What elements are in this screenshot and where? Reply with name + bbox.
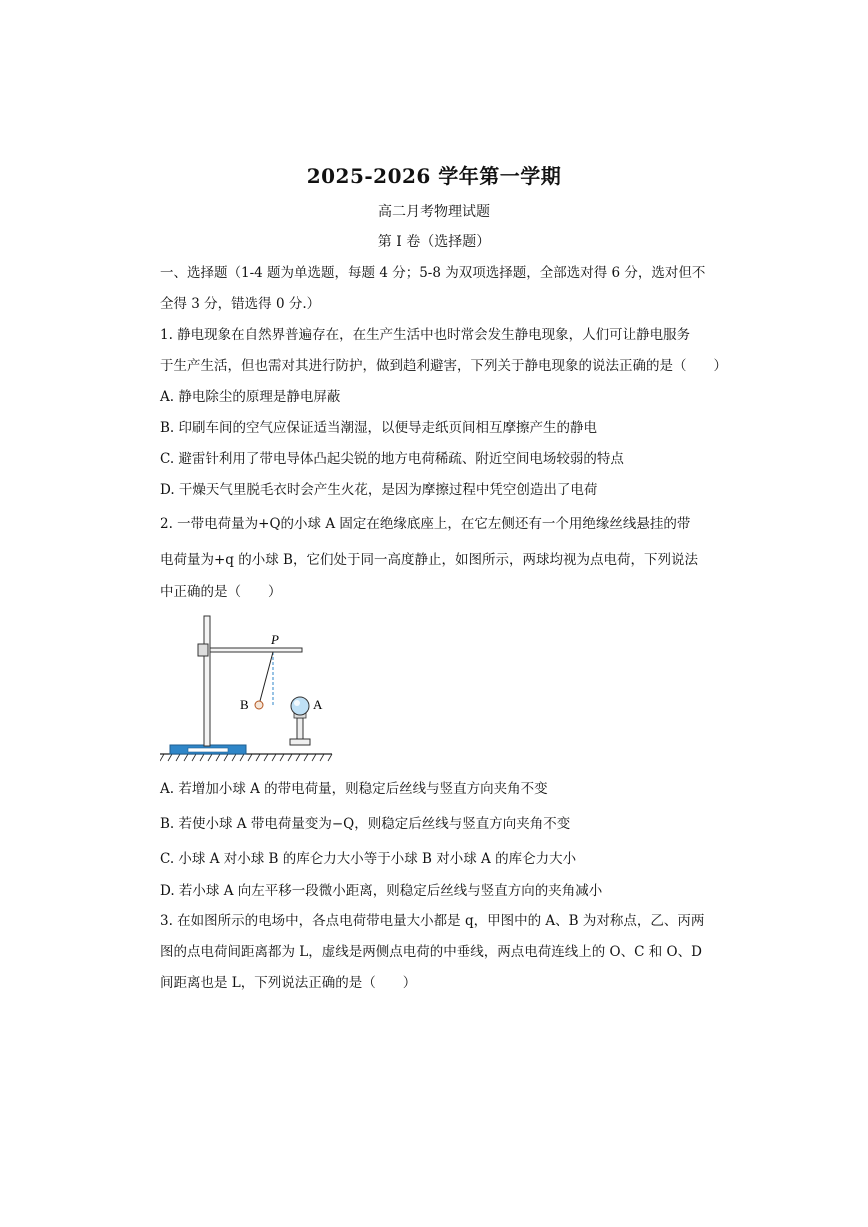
q1-option-a: A. 静电除尘的原理是静电屏蔽 bbox=[160, 389, 341, 405]
volume-heading: 第 I 卷（选择题） bbox=[377, 234, 491, 250]
label-b: B bbox=[240, 697, 249, 712]
q2-option-b: B. 若使小球 A 带电荷量变为−Q，则稳定后丝线与竖直方向夹角不变 bbox=[160, 816, 571, 832]
q1-stem-line2: 于生产生活，但也需对其进行防护，做到趋利避害，下列关于静电现象的说法正确的是（ ） bbox=[160, 358, 727, 374]
label-p: P bbox=[271, 632, 279, 647]
label-a: A bbox=[313, 697, 323, 712]
q2-option-a: A. 若增加小球 A 的带电荷量，则稳定后丝线与竖直方向夹角不变 bbox=[160, 781, 548, 797]
ball-a bbox=[291, 697, 309, 715]
ball-b bbox=[255, 701, 263, 709]
stand-arm bbox=[210, 648, 302, 652]
q1-option-b: B. 印刷车间的空气应保证适当潮湿，以便导走纸页间相互摩擦产生的静电 bbox=[160, 420, 598, 436]
q2-option-c: C. 小球 A 对小球 B 的库仑力大小等于小球 B 对小球 A 的库仑力大小 bbox=[160, 851, 577, 867]
section-instructions-line1: 一、选择题（1-4 题为单选题，每题 4 分；5-8 为双项选择题，全部选对得 6 分，选对但不 bbox=[160, 265, 706, 281]
stand-pole bbox=[204, 616, 210, 746]
silk-thread bbox=[260, 652, 273, 701]
q3-stem-line1: 3. 在如图所示的电场中，各点电荷带电量大小都是 q，甲图中的 A、B 为对称点，乙、丙两 bbox=[160, 913, 705, 929]
q2-stem-line1: 2. 一带电荷量为+Q的小球 A 固定在绝缘底座上，在它左侧还有一个用绝缘丝线悬挂的带 bbox=[160, 516, 691, 532]
pendulum-figure bbox=[160, 612, 340, 767]
q2-stem-line2: 电荷量为+q 的小球 B，它们处于同一高度静止，如图所示，两球均视为点电荷，下列说法 bbox=[160, 552, 698, 568]
page-subtitle: 高二月考物理试题 bbox=[378, 204, 490, 220]
q3-stem-line3: 间距离也是 L，下列说法正确的是（ ） bbox=[160, 975, 417, 991]
q2-option-d: D. 若小球 A 向左平移一段微小距离，则稳定后丝线与竖直方向的夹角减小 bbox=[160, 883, 603, 899]
q1-option-d: D. 干燥天气里脱毛衣时会产生火花，是因为摩擦过程中凭空创造出了电荷 bbox=[160, 482, 598, 498]
q1-option-c: C. 避雷针利用了带电导体凸起尖锐的地方电荷稀疏、附近空间电场较弱的特点 bbox=[160, 451, 624, 467]
q3-stem-line2: 图的点电荷间距离都为 L，虚线是两侧点电荷的中垂线，两点电荷连线上的 O、C 和 O、D bbox=[160, 944, 702, 960]
section-instructions-line2: 全得 3 分，错选得 0 分.） bbox=[160, 296, 321, 312]
page-title: 2025-2026 学年第一学期 bbox=[306, 164, 562, 188]
q2-stem-line3: 中正确的是（ ） bbox=[160, 584, 282, 600]
q1-stem-line1: 1. 静电现象在自然界普遍存在，在生产生活中也时常会发生静电现象，人们可让静电服务 bbox=[160, 327, 691, 343]
